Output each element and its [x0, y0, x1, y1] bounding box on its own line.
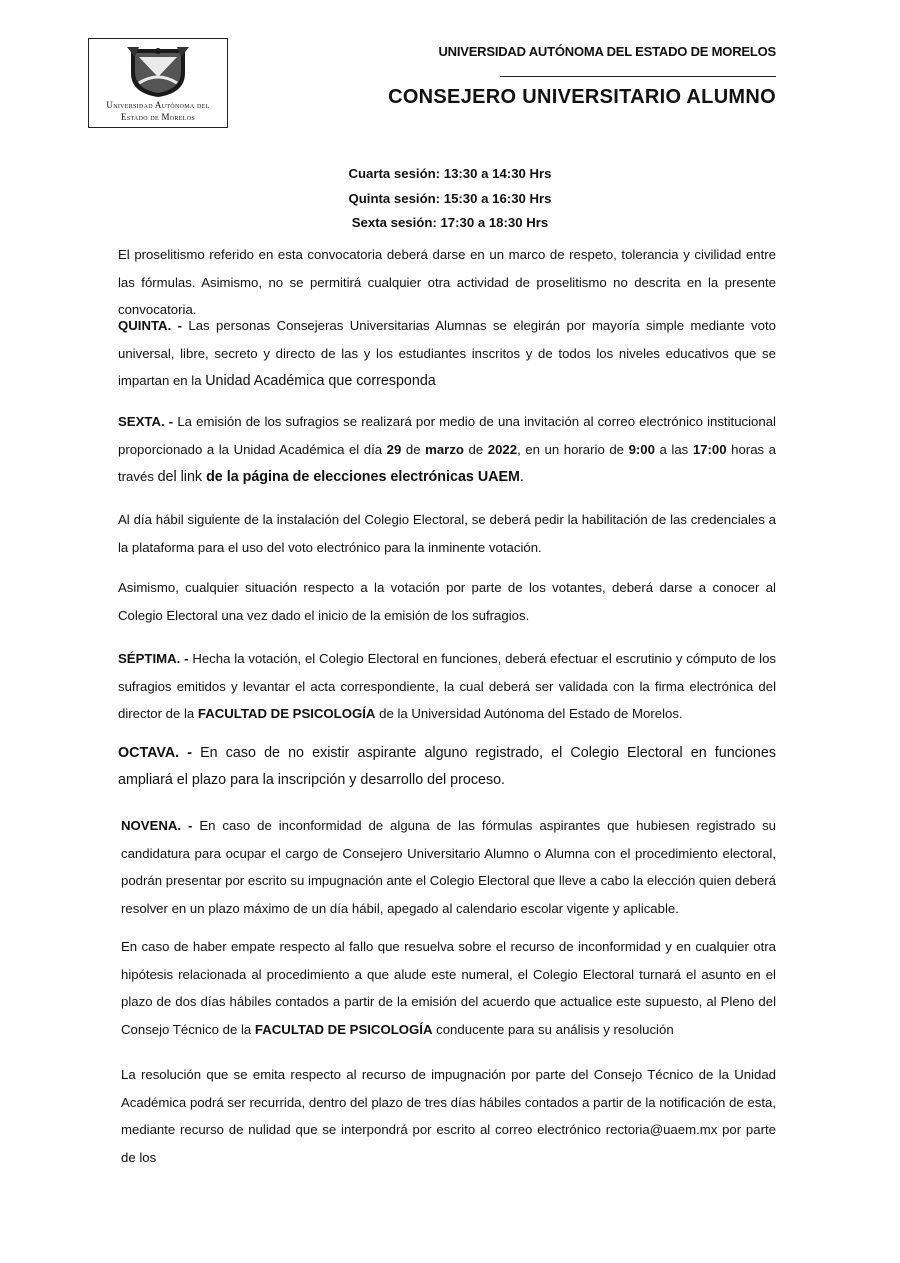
end-time: 17:00	[692, 441, 727, 457]
clause-text: de	[463, 441, 488, 457]
clause-text: En caso de inconformidad de alguna de las fórmulas aspirantes que hubiesen registrado su candidatura para ocupar el cargo de Consejero Universitario Alumno o Alumna con el procedimiento electoral, podrán presentar por escrito su impugnación ante el Colegio Electoral que lleve a cabo la elección quien deberá resolver en un plazo máximo de un día hábil, apegado al calendario escolar vigente y aplicable.	[121, 818, 777, 916]
session-item: Sexta sesión: 17:30 a 18:30 Hrs	[351, 215, 549, 230]
election-year: 2022	[487, 441, 518, 457]
session-list	[0, 162, 900, 236]
clause-text: Hecha la votación, el Colegio Electoral en funciones, deberá efectuar el escrutinio y cómputo de los sufragios emitidos y levantar el acta correspondiente, la cual deberá ser validada con la firma electrónica del director de la	[118, 651, 776, 721]
clause-text: En caso de haber empate respecto al fallo que resuelva sobre el recurso de inconformidad y en cualquier otra hipótesis relacionada al procedimiento a que alude este numeral, el Colegio Electoral turnará el asunto en el plazo de dos días hábiles contados a partir de la emisión del acuerdo que actualice este supuesto, al Pleno del Consejo Técnico de la	[121, 939, 776, 1037]
clause-text: En caso de no existir aspirante alguno registrado, el Colegio Electoral en funciones ampliará el plazo	[118, 745, 776, 788]
asimismo-paragraph: Asimismo, cualquier situación respecto a la votación por parte de los votantes, deberá darse a conocer al Colegio Electoral una vez dado el inicio de la emisión de los sufragios.	[118, 580, 776, 623]
clause-sexta	[118, 408, 776, 492]
clause-text: conducente para su análisis y resolución	[432, 1021, 674, 1037]
resolucion-paragraph: La resolución que se emita respecto al recurso de impugnación por parte del Consejo Técnico de la Unidad Académica podrá ser recurrida, dentro del plazo de tres días hábiles contados a partir de la notificación de esta, mediante recurso de nulidad que se interpondrá por escrito al correo electrónico rectoria@uaem.mx por parte de los	[121, 1067, 776, 1165]
clause-text: horas a través	[118, 441, 777, 484]
empate-paragraph	[121, 933, 776, 1043]
clause-text: La emisión de los sufragios se realizará por medio de una invitación al correo electrónico institucional proporcionado a la Unidad Académica el día	[118, 414, 776, 457]
clause-text-tail: Unidad Académica que corresponda	[205, 373, 436, 389]
crest-icon	[125, 43, 191, 99]
election-day: 29	[386, 441, 402, 457]
council-title: CONSEJERO UNIVERSITARIO ALUMNO	[388, 86, 776, 108]
clause-septima	[118, 645, 776, 728]
clause-text: Las personas Consejeras Universitarias Alumnas se elegirán por mayoría simple mediante voto universal, libre, secreto y directo de las y los estudiantes inscritos y de todos los niveles educativos que se impartan en la	[118, 318, 776, 388]
proselitismo-paragraph: El proselitismo referido en esta convocatoria deberá darse en un marco de respeto, tolerancia y civilidad entre las fórmulas. Asimismo, no se permitirá cualquier otra actividad de proselitismo no descrita en la presente convocatoria.	[118, 247, 776, 317]
clause-text: para la inscripción y desarrollo del proceso.	[230, 772, 506, 788]
clause-text: de la Universidad Autónoma del Estado de Morelos.	[375, 706, 683, 721]
clause-label: OCTAVA. -	[118, 745, 193, 761]
header-divider	[500, 76, 776, 77]
clause-text: , en un horario de	[517, 441, 629, 457]
faculty-name: FACULTAD DE PSICOLOGÍA	[254, 1021, 433, 1037]
elections-link-text: de la página de elecciones electrónicas UAEM	[206, 469, 520, 485]
clause-text: de	[401, 441, 426, 457]
university-title: UNIVERSIDAD AUTÓNOMA DEL ESTADO DE MORELOS	[438, 44, 776, 59]
clause-label: SÉPTIMA. -	[118, 651, 189, 666]
session-item: Quinta sesión: 15:30 a 16:30 Hrs	[348, 190, 552, 206]
election-month: marzo	[425, 441, 464, 457]
clause-novena	[121, 812, 776, 922]
clause-text: .	[519, 469, 524, 485]
clause-quinta	[118, 312, 776, 396]
start-time: 9:00	[628, 441, 655, 457]
clause-label: SEXTA. -	[118, 414, 174, 429]
clause-label: NOVENA. -	[121, 818, 193, 833]
clause-octava	[118, 740, 776, 794]
logo-line-1: Universidad Autónoma del	[106, 100, 210, 110]
session-item: Cuarta sesión: 13:30 a 14:30 Hrs	[348, 166, 552, 181]
university-logo	[88, 38, 228, 128]
clause-label: QUINTA. -	[118, 318, 182, 333]
faculty-name: FACULTAD DE PSICOLOGÍA	[197, 706, 376, 721]
clause-text: a las	[654, 441, 693, 457]
colegio-paragraph: Al día hábil siguiente de la instalación del Colegio Electoral, se deberá pedir la habilitación de las credenciales a la plataforma para el uso del voto electrónico para la inminente votación.	[118, 512, 776, 555]
clause-text: del link	[157, 469, 207, 485]
logo-line-2: Estado de Morelos	[121, 112, 195, 122]
